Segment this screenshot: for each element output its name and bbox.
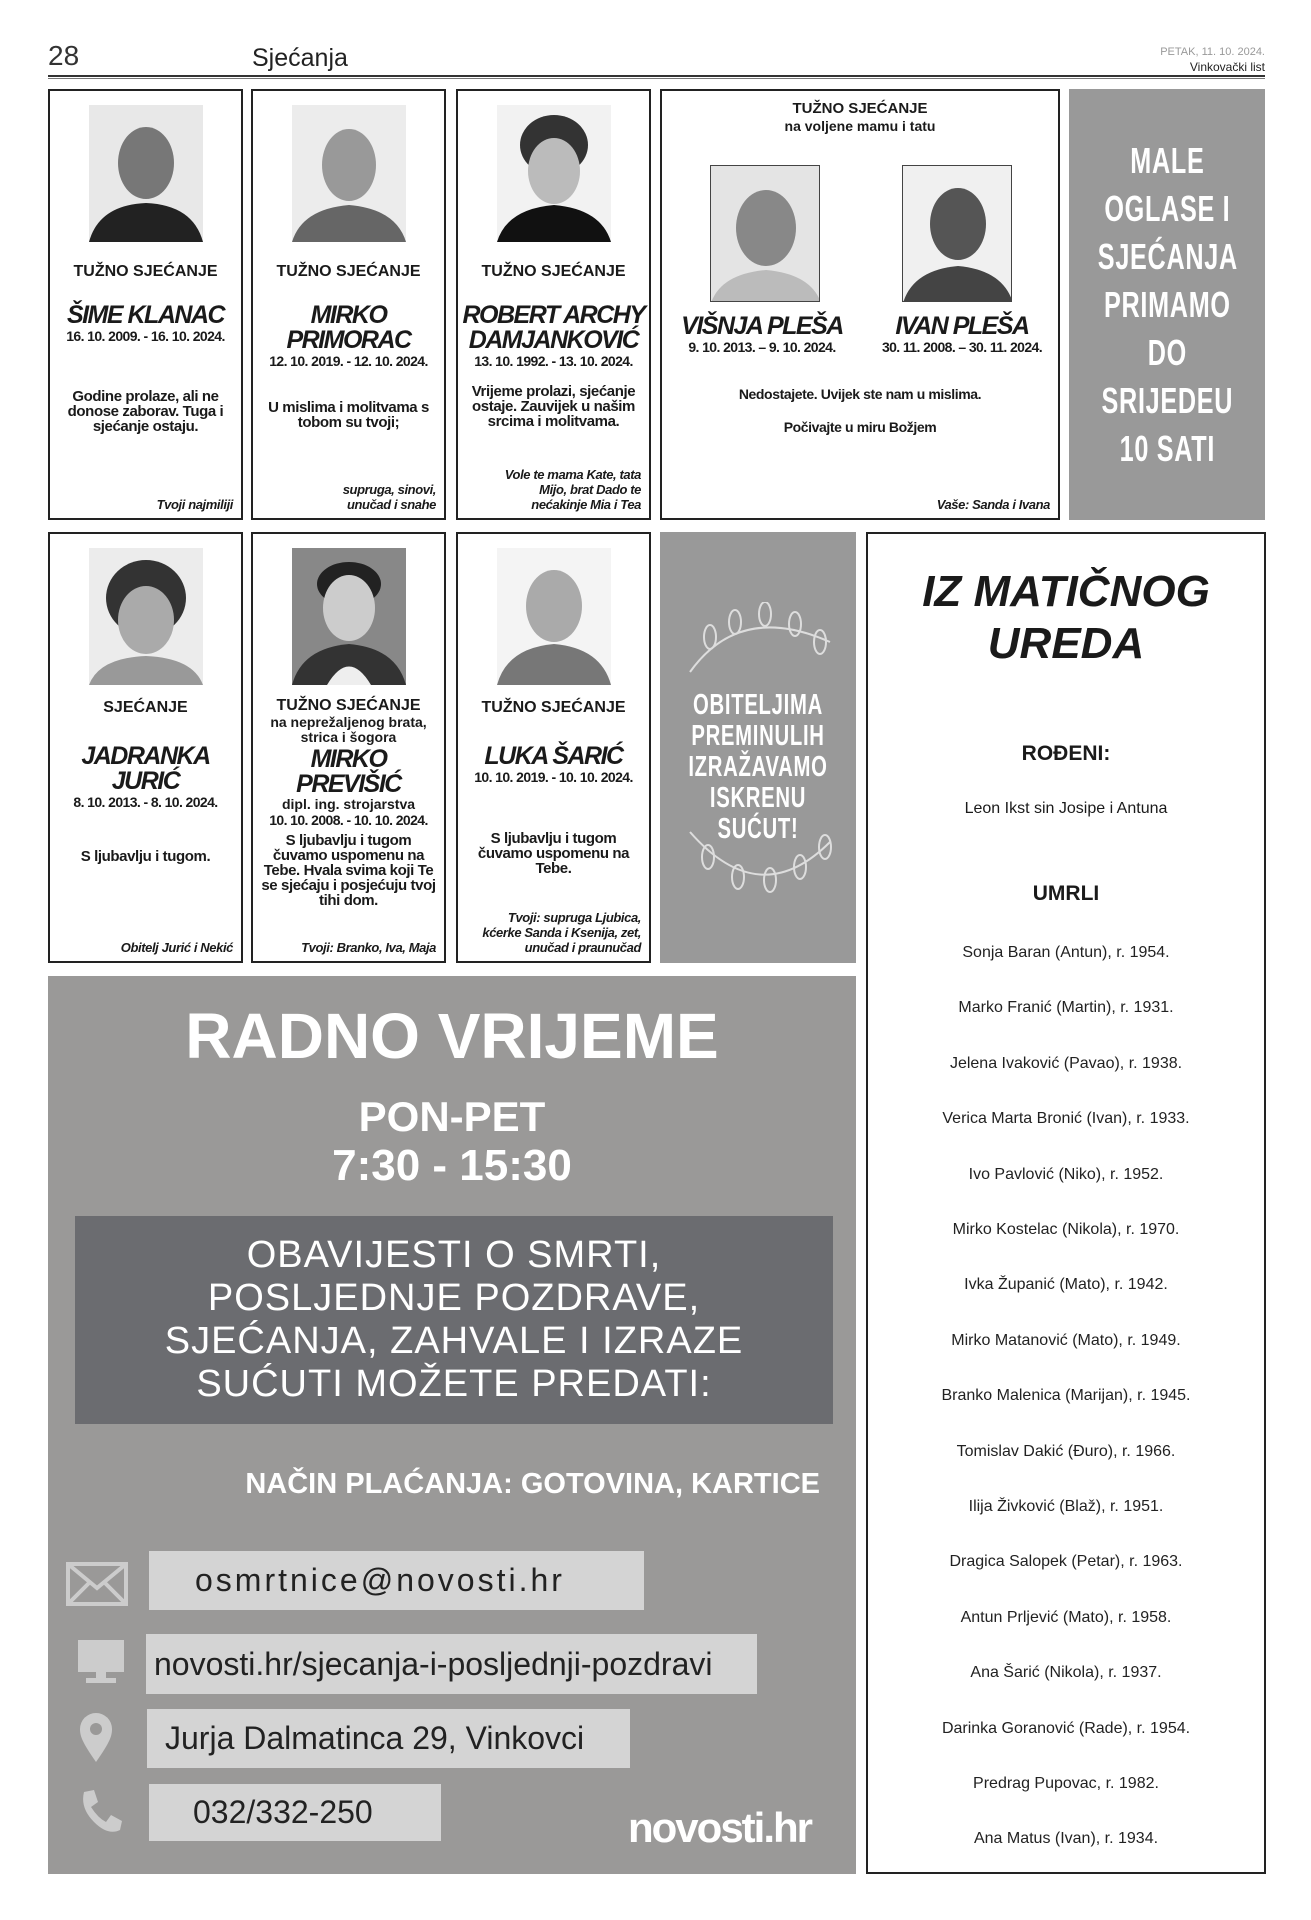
signature: supruga, sinovi, unučad i snahe	[342, 482, 436, 512]
born-heading: ROĐENI:	[1021, 742, 1111, 765]
memorial-card	[456, 89, 651, 520]
portrait-photo	[89, 548, 203, 685]
signature: Tvoji najmiliji	[156, 497, 233, 512]
deceased-name: JADRANKA JURIĆ	[81, 742, 210, 795]
card-text: Godine prolaze, ali ne donose zaborav. Tuga i sjećanje ostaju.	[67, 388, 224, 435]
died-entry: Sonja Baran (Antun), r. 1954.	[962, 944, 1170, 961]
newspaper-name: Vinkovački list	[1189, 60, 1265, 74]
card-label: TUŽNO SJEĆANJE	[276, 263, 421, 280]
notice-text: OBAVIJESTI O SMRTI, POSLJEDNJE POZDRAVE, SJEĆANJA, ZAHVALE I IZRAZE SUĆUTI MOŽETE PREDATI:	[164, 1234, 744, 1405]
signature: Vole te mama Kate, tata Mijo, brat Dado te nećakinje Mia i Tea	[504, 467, 641, 512]
dates: 9. 10. 2013. – 9. 10. 2024.	[688, 339, 836, 355]
signature: Tvoji: Branko, Iva, Maja	[301, 940, 436, 955]
portrait-photo	[292, 105, 406, 242]
memorial-card	[251, 89, 446, 520]
portrait-photo	[710, 165, 820, 302]
died-entry: Antun Prljević (Mato), r. 1958.	[960, 1608, 1172, 1626]
payment-methods: NAČIN PLAĆANJA: GOTOVINA, KARTICE	[245, 1468, 820, 1500]
died-entry: Ivo Pavlović (Niko), r. 1952.	[968, 1165, 1164, 1183]
died-entry: Ivka Županić (Mato), r. 1942.	[964, 1276, 1168, 1294]
section-title: Sjećanja	[252, 44, 348, 72]
website-link[interactable]: novosti.hr/sjecanja-i-posljednji-pozdravi	[146, 1634, 757, 1694]
died-entry: Dragica Salopek (Petar), r. 1963.	[949, 1553, 1183, 1571]
died-entry: Verica Marta Bronić (Ivan), r. 1933.	[942, 1110, 1190, 1128]
page-number: 28	[48, 40, 80, 71]
condolence-box	[660, 532, 856, 963]
card-text: Vrijeme prolazi, sjećanje ostaje. Zauvijek u našim srcima i molitvama.	[471, 383, 636, 430]
leaf-ornament-icon	[680, 822, 840, 902]
died-entry: Ana Matus (Ivan), r. 1934.	[973, 1830, 1159, 1848]
registry-title: IZ MATIČNOG UREDA	[922, 567, 1210, 668]
computer-monitor-icon	[76, 1638, 126, 1686]
professional-title: dipl. ing. strojarstva	[281, 796, 416, 812]
card-text: S ljubavlju i tugom.	[80, 848, 211, 865]
phone-link[interactable]: 032/332-250	[149, 1784, 441, 1841]
memorial-card	[48, 89, 243, 520]
office-days: PON-PET	[358, 1093, 546, 1140]
novosti-logo: novosti.hr	[628, 1804, 812, 1851]
died-entry: Marko Franić (Martin), r. 1931.	[958, 999, 1174, 1017]
location-pin-icon	[78, 1712, 114, 1764]
dates: 10. 10. 2019. - 10. 10. 2024.	[474, 769, 633, 785]
card-text: Nedostajete. Uvijek ste nam u mislima.	[738, 386, 982, 402]
header-rule	[48, 75, 1265, 79]
died-entry: Branko Malenica (Marijan), r. 1945.	[941, 1387, 1191, 1405]
promo-text: MALE OGLASE I SJEĆANJA PRIMAMO DO SRIJEDEU 10 SATI	[1097, 139, 1238, 469]
died-entry: Tomislav Dakić (Đuro), r. 1966.	[956, 1442, 1176, 1460]
died-entry: Ana Šarić (Nikola), r. 1937.	[970, 1664, 1162, 1682]
portrait-photo	[497, 548, 611, 685]
office-info-box	[48, 976, 856, 1874]
card-label: TUŽNO SJEĆANJE	[276, 697, 421, 714]
dates: 10. 10. 2008. - 10. 10. 2024.	[269, 812, 428, 828]
signature: Tvoji: supruga Ljubica, kćerke Sanda i Ksenija, zet, unučad i praunučad	[482, 910, 641, 955]
notice-box	[75, 1216, 833, 1424]
memorial-card	[456, 532, 651, 963]
card-text: S ljubavlju i tugom čuvamo uspomenu na Tebe. Hvala svima koji Te se sjećaju i posjećuju tvoj tihi dom.	[261, 832, 436, 909]
dates: 16. 10. 2009. - 16. 10. 2024.	[66, 328, 225, 344]
condolence-text: OBITELJIMA PREMINULIH IZRAŽAVAMO ISKRENU SUĆUT!	[688, 689, 828, 845]
office-hours-title: RADNO VRIJEME	[185, 1000, 719, 1072]
phone-icon	[78, 1788, 122, 1834]
died-entry: Mirko Kostelac (Nikola), r. 1970.	[952, 1221, 1180, 1238]
portrait-photo	[497, 105, 611, 242]
card-text: S ljubavlju i tugom čuvamo uspomenu na Tebe.	[477, 830, 630, 877]
dates: 8. 10. 2013. - 8. 10. 2024.	[73, 794, 218, 810]
signature: Vaše: Sanda i Ivana	[936, 497, 1050, 512]
card-text: Počivajte u miru Božjem	[783, 419, 937, 435]
promo-box	[1069, 89, 1265, 520]
registry-box	[866, 532, 1266, 1874]
issue-date: PETAK, 11. 10. 2024.	[1160, 46, 1265, 58]
dates: 30. 11. 2008. – 30. 11. 2024.	[881, 339, 1043, 355]
portrait-photo	[902, 165, 1012, 302]
card-label: TUŽNO SJEĆANJE	[73, 263, 218, 280]
deceased-name: IVAN PLEŠA	[895, 312, 1029, 340]
dates: 12. 10. 2019. - 12. 10. 2024.	[269, 353, 428, 369]
died-entry: Darinka Goranović (Rade), r. 1954.	[941, 1719, 1191, 1737]
envelope-icon	[66, 1562, 128, 1606]
card-label: TUŽNO SJEĆANJE	[481, 699, 626, 716]
dates: 13. 10. 1992. - 13. 10. 2024.	[474, 353, 633, 369]
office-address: Jurja Dalmatinca 29, Vinkovci	[147, 1709, 630, 1768]
deceased-name: LUKA ŠARIĆ	[484, 742, 623, 770]
card-sublabel: na voljene mamu i tatu	[784, 118, 936, 134]
died-entry: Predrag Pupovac, r. 1982.	[973, 1775, 1159, 1792]
portrait-photo	[89, 105, 203, 242]
leaf-ornament-icon	[680, 602, 840, 682]
email-link[interactable]: osmrtnice@novosti.hr	[149, 1551, 644, 1610]
memorial-card	[251, 532, 446, 963]
card-sublabel: na neprežaljenog brata, strica i šogora	[270, 714, 427, 745]
portrait-photo	[292, 548, 406, 685]
born-entry: Leon Ikst sin Josipe i Antuna	[964, 800, 1168, 817]
died-heading: UMRLI	[1032, 882, 1100, 905]
died-entry: Jelena Ivaković (Pavao), r. 1938.	[949, 1054, 1183, 1072]
memorial-card	[48, 532, 243, 963]
memorial-card-double	[660, 89, 1060, 520]
card-label: TUŽNO SJEĆANJE	[481, 263, 626, 280]
card-text: U mislima i molitvama s tobom su tvoji;	[268, 399, 429, 431]
died-entry: Mirko Matanović (Mato), r. 1949.	[951, 1331, 1181, 1349]
deceased-name: ŠIME KLANAC	[66, 301, 225, 329]
signature: Obitelj Jurić i Nekić	[120, 940, 233, 955]
deceased-name: MIRKO PREVIŠIĆ	[296, 745, 401, 798]
died-entry: Ilija Živković (Blaž), r. 1951.	[968, 1498, 1164, 1515]
deceased-name: VIŠNJA PLEŠA	[681, 312, 843, 340]
deceased-name: ROBERT ARCHY DAMJANKOVIĆ	[462, 301, 645, 354]
office-hours: 7:30 - 15:30	[332, 1141, 572, 1190]
deceased-name: MIRKO PRIMORAC	[286, 301, 411, 354]
card-label: SJEĆANJE	[103, 699, 188, 716]
card-label: TUŽNO SJEĆANJE	[792, 100, 928, 117]
